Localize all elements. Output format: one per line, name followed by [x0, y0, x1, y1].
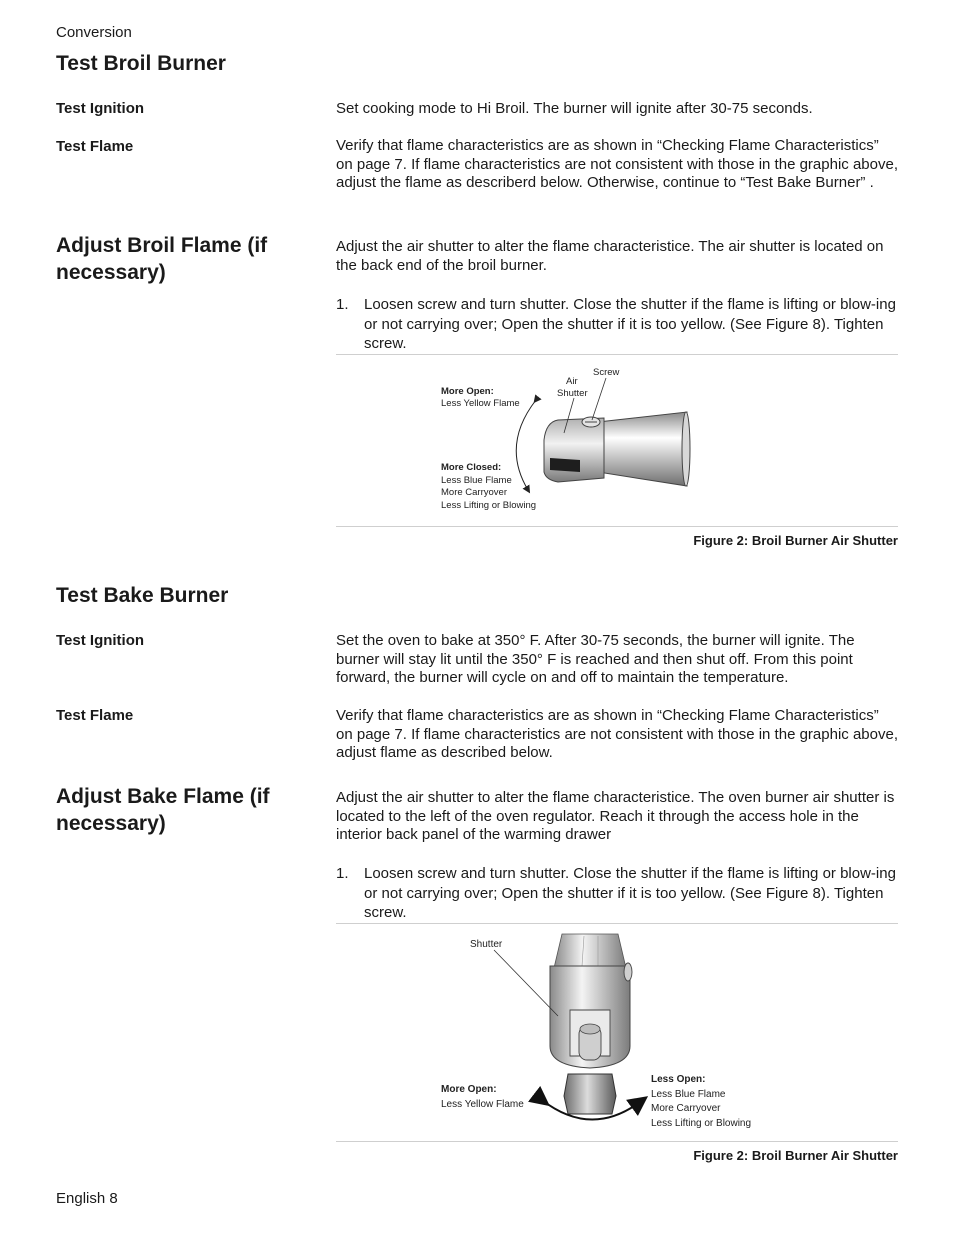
bake-shutter-figure	[336, 928, 898, 1138]
broil-flame-text: Verify that flame characteristics are as shown in “Checking Flame Characteristics” on page 7. If flame characteristics are not consistent with those in the graphic above, adjust the flame as describerd below. Otherwise, continue to “Test Bake Burner” .	[336, 137, 898, 192]
screw-label: Screw	[593, 367, 620, 378]
section-title-broil: Test Broil Burner	[56, 52, 226, 75]
burner-tube	[554, 934, 626, 968]
broil-flame-label: Test Flame	[56, 138, 134, 155]
bake-figure-caption: Figure 2: Broil Burner Air Shutter	[693, 1148, 898, 1163]
figure-rule-top	[336, 923, 898, 924]
shutter-label: Shutter	[470, 939, 503, 950]
broil-shutter-figure	[336, 360, 898, 522]
figure-rule-bottom	[336, 526, 898, 527]
bake-flame-label: Test Flame	[56, 707, 134, 724]
more-open-title: More Open:	[441, 1084, 497, 1095]
less-open-line-1: Less Blue Flame	[651, 1089, 726, 1100]
more-closed-line-2: More Carryover	[441, 487, 507, 498]
step-text: Loosen screw and turn shutter. Close the shutter if the flame is lifting or blow-ing or not carrying over; Open the shutter if it is too yellow. (See Figure 8). Tighten screw.	[364, 296, 896, 352]
running-header: Conversion	[56, 24, 132, 41]
broil-figure-caption: Figure 2: Broil Burner Air Shutter	[693, 533, 898, 548]
screw-icon	[624, 963, 632, 981]
less-open-title: Less Open:	[651, 1074, 706, 1085]
hex-nut	[564, 1074, 616, 1114]
section-title-bake: Test Bake Burner	[56, 584, 229, 607]
page-footer: English 8	[56, 1190, 118, 1207]
more-closed-title: More Closed:	[441, 462, 502, 473]
less-open-line-3: Less Lifting or Blowing	[651, 1118, 752, 1129]
bake-ignition-text: Set the oven to bake at 350° F. After 30-75 seconds, the burner will ignite. The burner will stay lit until the 350° F is reached and then shut off. From this point forward, the burner will cycle on and off to maintain the temperature.	[336, 632, 855, 687]
bake-ignition-label: Test Ignition	[56, 632, 145, 649]
bake-step-1	[336, 864, 898, 923]
step-number: 1.	[336, 865, 349, 882]
rotate-arrow-icon	[516, 400, 536, 490]
more-closed-line-3: Less Lifting or Blowing	[441, 500, 537, 511]
shutter-opening	[550, 458, 580, 472]
more-open-line: Less Yellow Flame	[441, 1099, 524, 1110]
section-title-adjust-broil: Adjust Broil Flame (if necessary)	[56, 234, 268, 284]
section-title-adjust-bake: Adjust Bake Flame (if necessary)	[56, 785, 270, 835]
less-open-line-2: More Carryover	[651, 1103, 721, 1114]
broil-ignition-label: Test Ignition	[56, 100, 145, 117]
more-open-title: More Open:	[441, 386, 494, 397]
burner-tube	[598, 412, 687, 486]
step-number: 1.	[336, 296, 349, 313]
broil-adjust-text: Adjust the air shutter to alter the flame characteristice. The air shutter is located on the back end of the broil burner.	[336, 238, 884, 274]
figure-rule-top	[336, 354, 898, 355]
air-label: Air	[566, 376, 578, 387]
broil-step-1	[336, 295, 898, 354]
bake-flame-text: Verify that flame characteristics are as shown in “Checking Flame Characteristics” on page 7. If flame characteristics are not consistent with those in the graphic above, adjust flame as described below.	[336, 707, 898, 762]
figure-rule-bottom	[336, 1141, 898, 1142]
shutter-label: Shutter	[557, 388, 588, 399]
bake-adjust-text: Adjust the air shutter to alter the flame characteristice. The oven burner air shutter is located to the left of the oven regulator. Reach it through the access hole in the interior back panel of the warming drawer	[336, 789, 895, 844]
more-open-line: Less Yellow Flame	[441, 398, 520, 409]
step-text: Loosen screw and turn shutter. Close the shutter if the flame is lifting or blow-ing or not carrying over; Open the shutter if it is too yellow. (See Figure 8). Tighten screw.	[364, 865, 896, 921]
more-closed-line-1: Less Blue Flame	[441, 475, 512, 486]
air-shutter	[544, 418, 604, 482]
broil-ignition-text: Set cooking mode to Hi Broil. The burner will ignite after 30-75 seconds.	[336, 100, 813, 117]
